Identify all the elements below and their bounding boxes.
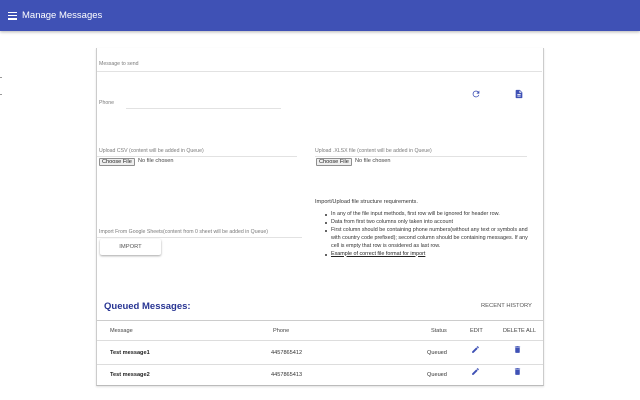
- message-input[interactable]: [97, 71, 542, 72]
- upload-csv-label: Upload CSV (content will be added in Queue): [99, 148, 204, 154]
- app-bar: [0, 0, 640, 31]
- pencil-icon[interactable]: [471, 345, 481, 355]
- phone-cell: 4457865413: [271, 372, 303, 378]
- upload-xlsx-label: Upload .XLSX file (content will be added in Queue): [315, 148, 432, 154]
- queued-messages-title: Queued Messages:: [104, 301, 191, 312]
- menu-icon[interactable]: [8, 12, 17, 20]
- gsheet-input[interactable]: [97, 237, 302, 238]
- delete-all-button[interactable]: DELETE ALL: [503, 328, 536, 334]
- status-cell: Queued: [427, 372, 447, 378]
- refresh-icon[interactable]: [471, 89, 481, 99]
- table-top-border: [97, 320, 543, 321]
- column-header-phone: Phone: [273, 328, 290, 334]
- row-divider: [97, 364, 543, 365]
- status-cell: Queued: [427, 350, 447, 356]
- edge-mark: [0, 94, 2, 95]
- recent-history-button[interactable]: RECENT HISTORY: [481, 303, 532, 309]
- xlsx-choose-file-button[interactable]: Choose File: [316, 158, 352, 166]
- requirement-item: Data from first two columns only taken into account: [331, 219, 533, 227]
- csv-file-status: No file chosen: [138, 158, 174, 164]
- message-label: Message to send: [99, 61, 139, 67]
- column-header-message: Message: [110, 328, 133, 334]
- requirements-list: [331, 211, 533, 258]
- trash-icon[interactable]: [513, 345, 523, 355]
- message-cell: Test message1: [110, 350, 150, 356]
- requirement-item: In any of the file input methods, first row will be ignored for header row.: [331, 211, 533, 219]
- requirements-title: Import/Upload file structure requirements.: [315, 199, 418, 205]
- column-header-edit: EDIT: [470, 328, 483, 334]
- import-button[interactable]: IMPORT: [100, 239, 161, 255]
- upload-csv-underline: [97, 156, 297, 157]
- file-document-icon[interactable]: [514, 89, 524, 99]
- xlsx-file-status: No file chosen: [355, 158, 391, 164]
- phone-cell: 4457865412: [271, 350, 303, 356]
- edge-mark: [0, 77, 2, 78]
- phone-label: Phone: [99, 100, 115, 106]
- pencil-icon[interactable]: [471, 367, 481, 377]
- gsheet-label: Import From Google Sheets(content from 0 sheet will be added in Queue): [99, 229, 268, 235]
- requirement-item: First column should be containing phone numbers(without any text or symbols and with country code prefixed); second column should be containing messages. If any cell is empty that row is onsidered as last row.: [331, 227, 533, 251]
- csv-choose-file-button[interactable]: Choose File: [99, 158, 135, 166]
- trash-icon[interactable]: [513, 367, 523, 377]
- column-header-status: Status: [431, 328, 447, 334]
- phone-input[interactable]: [126, 108, 281, 109]
- upload-xlsx-underline: [315, 156, 527, 157]
- message-cell: Test message2: [110, 372, 150, 378]
- requirement-item-link: [331, 251, 533, 259]
- example-format-link[interactable]: Example of correct file format for import: [331, 250, 426, 257]
- app-title: Manage Messages: [22, 10, 103, 21]
- row-divider: [97, 340, 543, 341]
